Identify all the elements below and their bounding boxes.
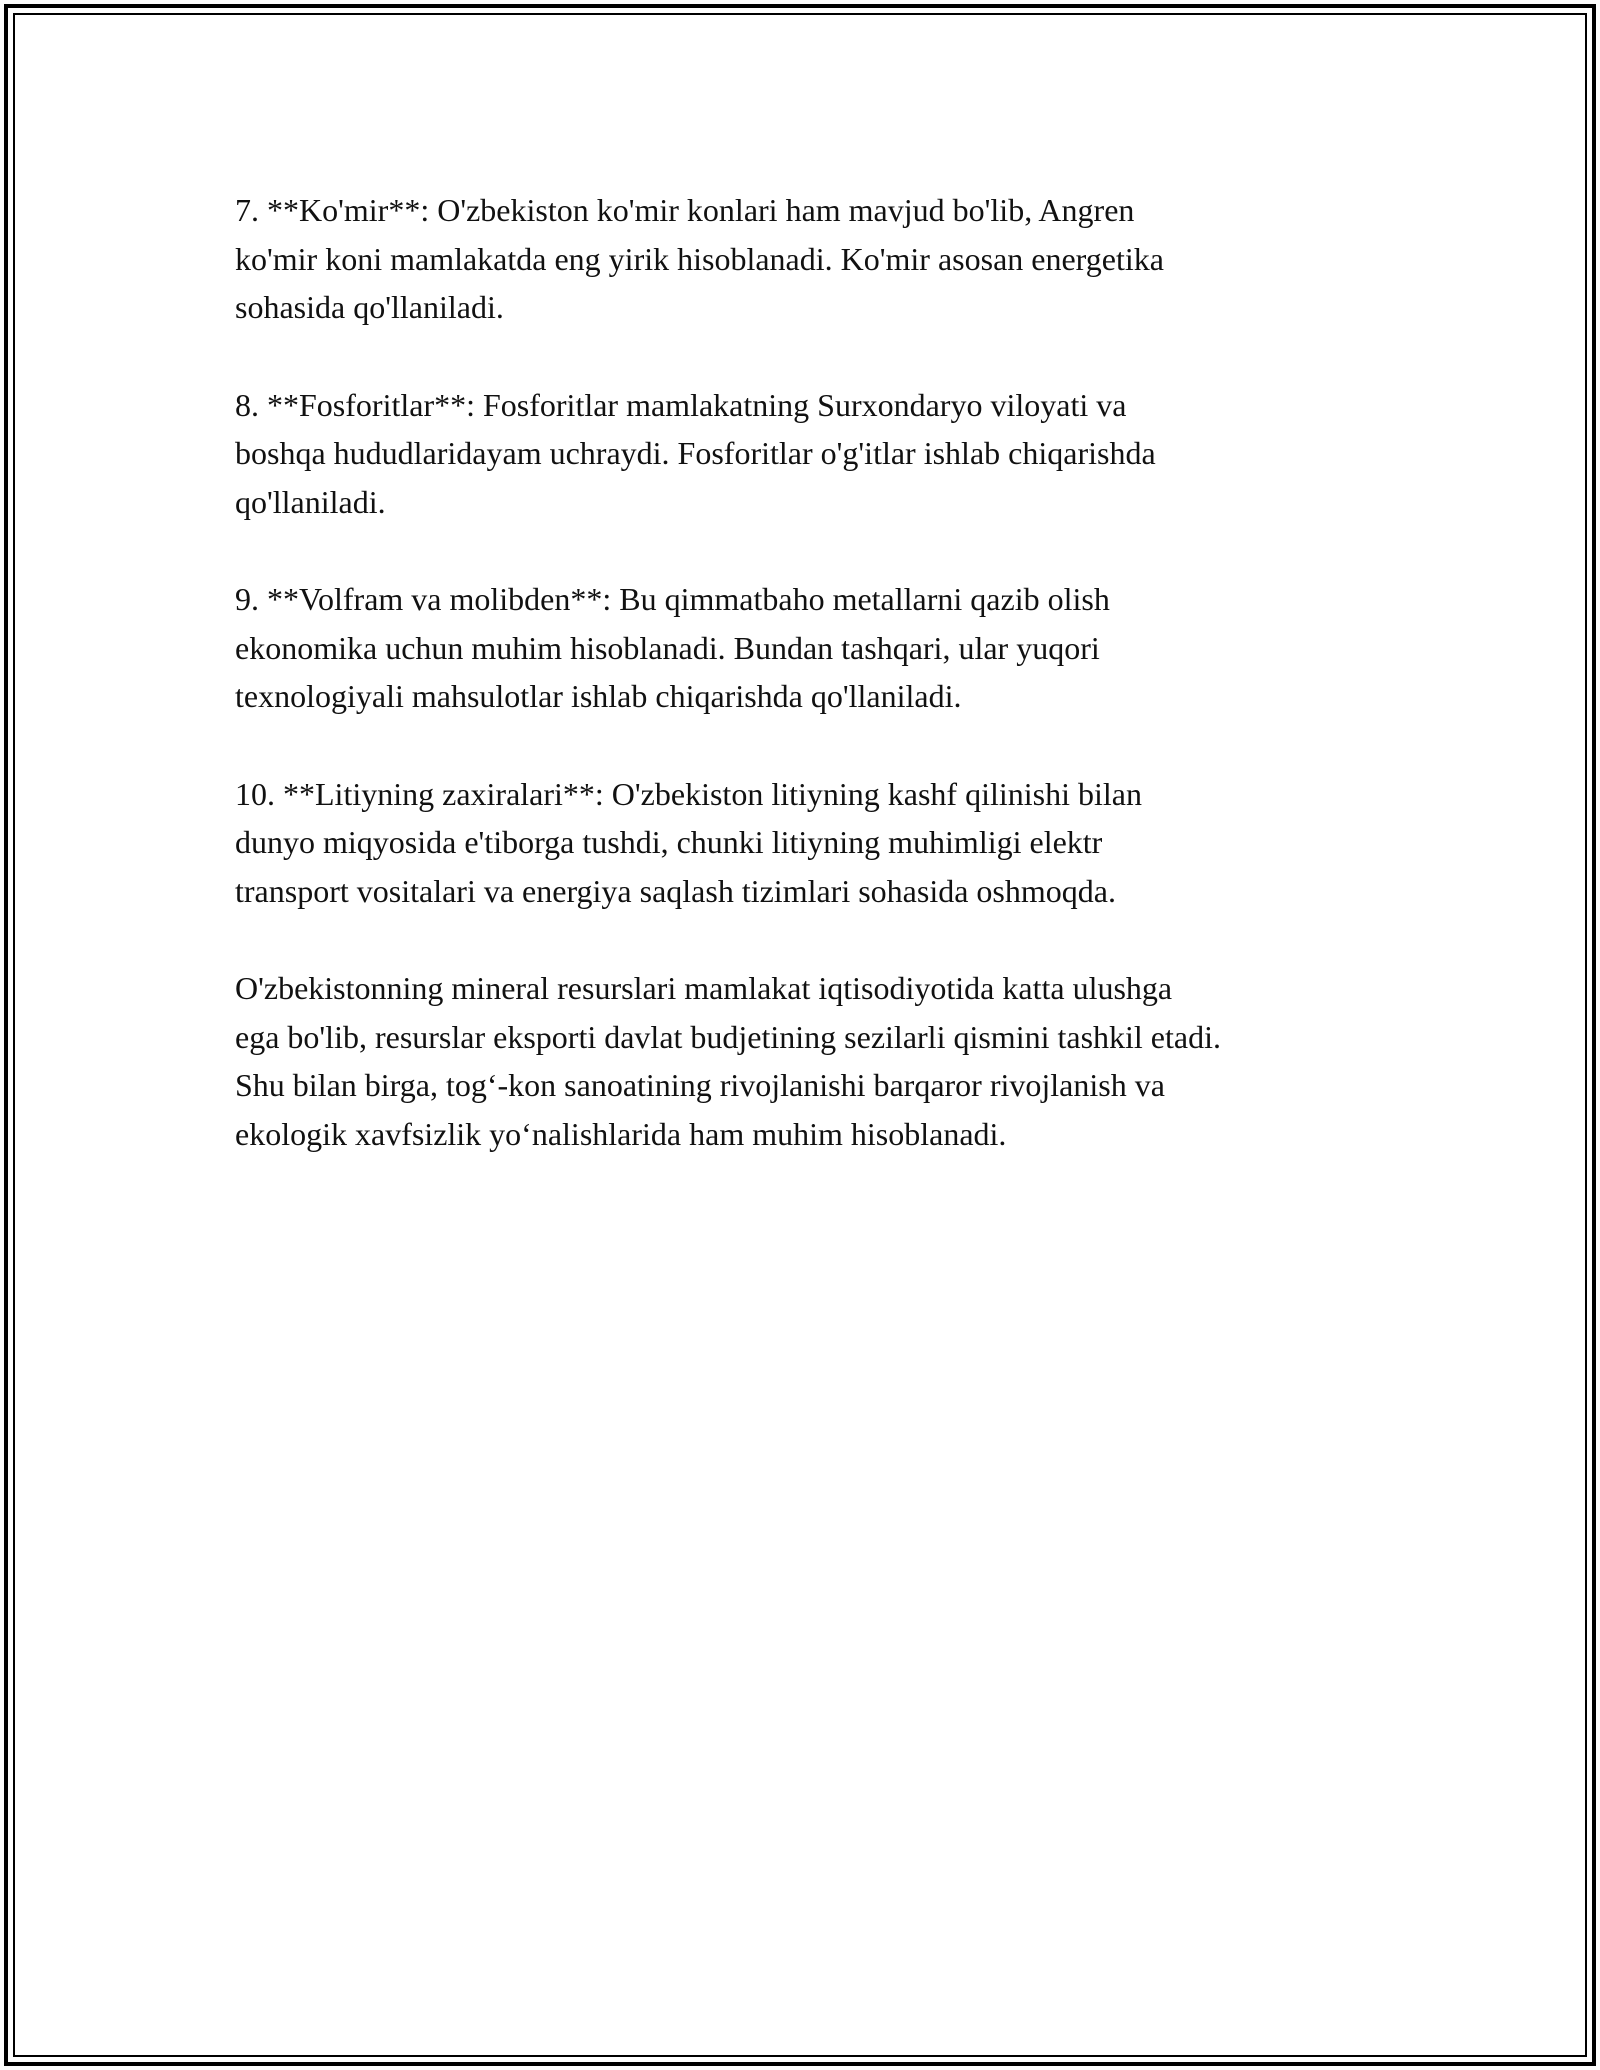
- text-line: dunyo miqyosida e'tiborga tushdi, chunki litiyning muhimligi elektr: [235, 824, 1103, 860]
- text-line: 10. **Litiyning zaxiralari**: O'zbekiston litiyning kashf qilinishi bilan: [235, 775, 1142, 812]
- paragraph-fosforitlar: [235, 381, 1385, 527]
- document-body: [235, 186, 1385, 1207]
- text-line: texnologiyali mahsulotlar ishlab chiqarishda qo'llaniladi.: [235, 678, 962, 714]
- text-line: ekologik xavfsizlik yo‘nalishlarida ham muhim hisoblanadi.: [235, 1115, 1007, 1152]
- paragraph-komir: [235, 186, 1385, 332]
- text-line: 8. **Fosforitlar**: Fosforitlar mamlakatning Surxondaryo viloyati va: [235, 386, 1127, 423]
- paragraph-conclusion: [235, 964, 1385, 1158]
- text-line: ekonomika uchun muhim hisoblanadi. Bundan tashqari, ular yuqori: [235, 629, 1100, 666]
- text-line: 7. **Ko'mir**: O'zbekiston ko'mir konlari ham mavjud bo'lib, Angren: [235, 192, 1135, 228]
- text-line: ko'mir koni mamlakatda eng yirik hisoblanadi. Ko'mir asosan energetika: [235, 240, 1164, 277]
- text-line: ega bo'lib, resurslar eksporti davlat budjetining sezilarli qismini tashkil etadi.: [235, 1018, 1221, 1055]
- text-line: Shu bilan birga, tog‘-kon sanoatining rivojlanishi barqaror rivojlanish va: [235, 1067, 1165, 1103]
- text-line: transport vositalari va energiya saqlash tizimlari sohasida oshmoqda.: [235, 872, 1116, 909]
- text-line: 9. **Volfram va molibden**: Bu qimmatbaho metallarni qazib olish: [235, 581, 1110, 617]
- text-line: O'zbekistonning mineral resurslari mamlakat iqtisodiyotida katta ulushga: [235, 970, 1173, 1006]
- text-line: boshqa hududlaridayam uchraydi. Fosforitlar o'g'itlar ishlab chiqarishda: [235, 435, 1156, 471]
- text-line: qo'llaniladi.: [235, 483, 386, 520]
- paragraph-litiy: [235, 770, 1385, 916]
- text-line: sohasida qo'llaniladi.: [235, 289, 504, 325]
- paragraph-volfram-molibden: [235, 575, 1385, 721]
